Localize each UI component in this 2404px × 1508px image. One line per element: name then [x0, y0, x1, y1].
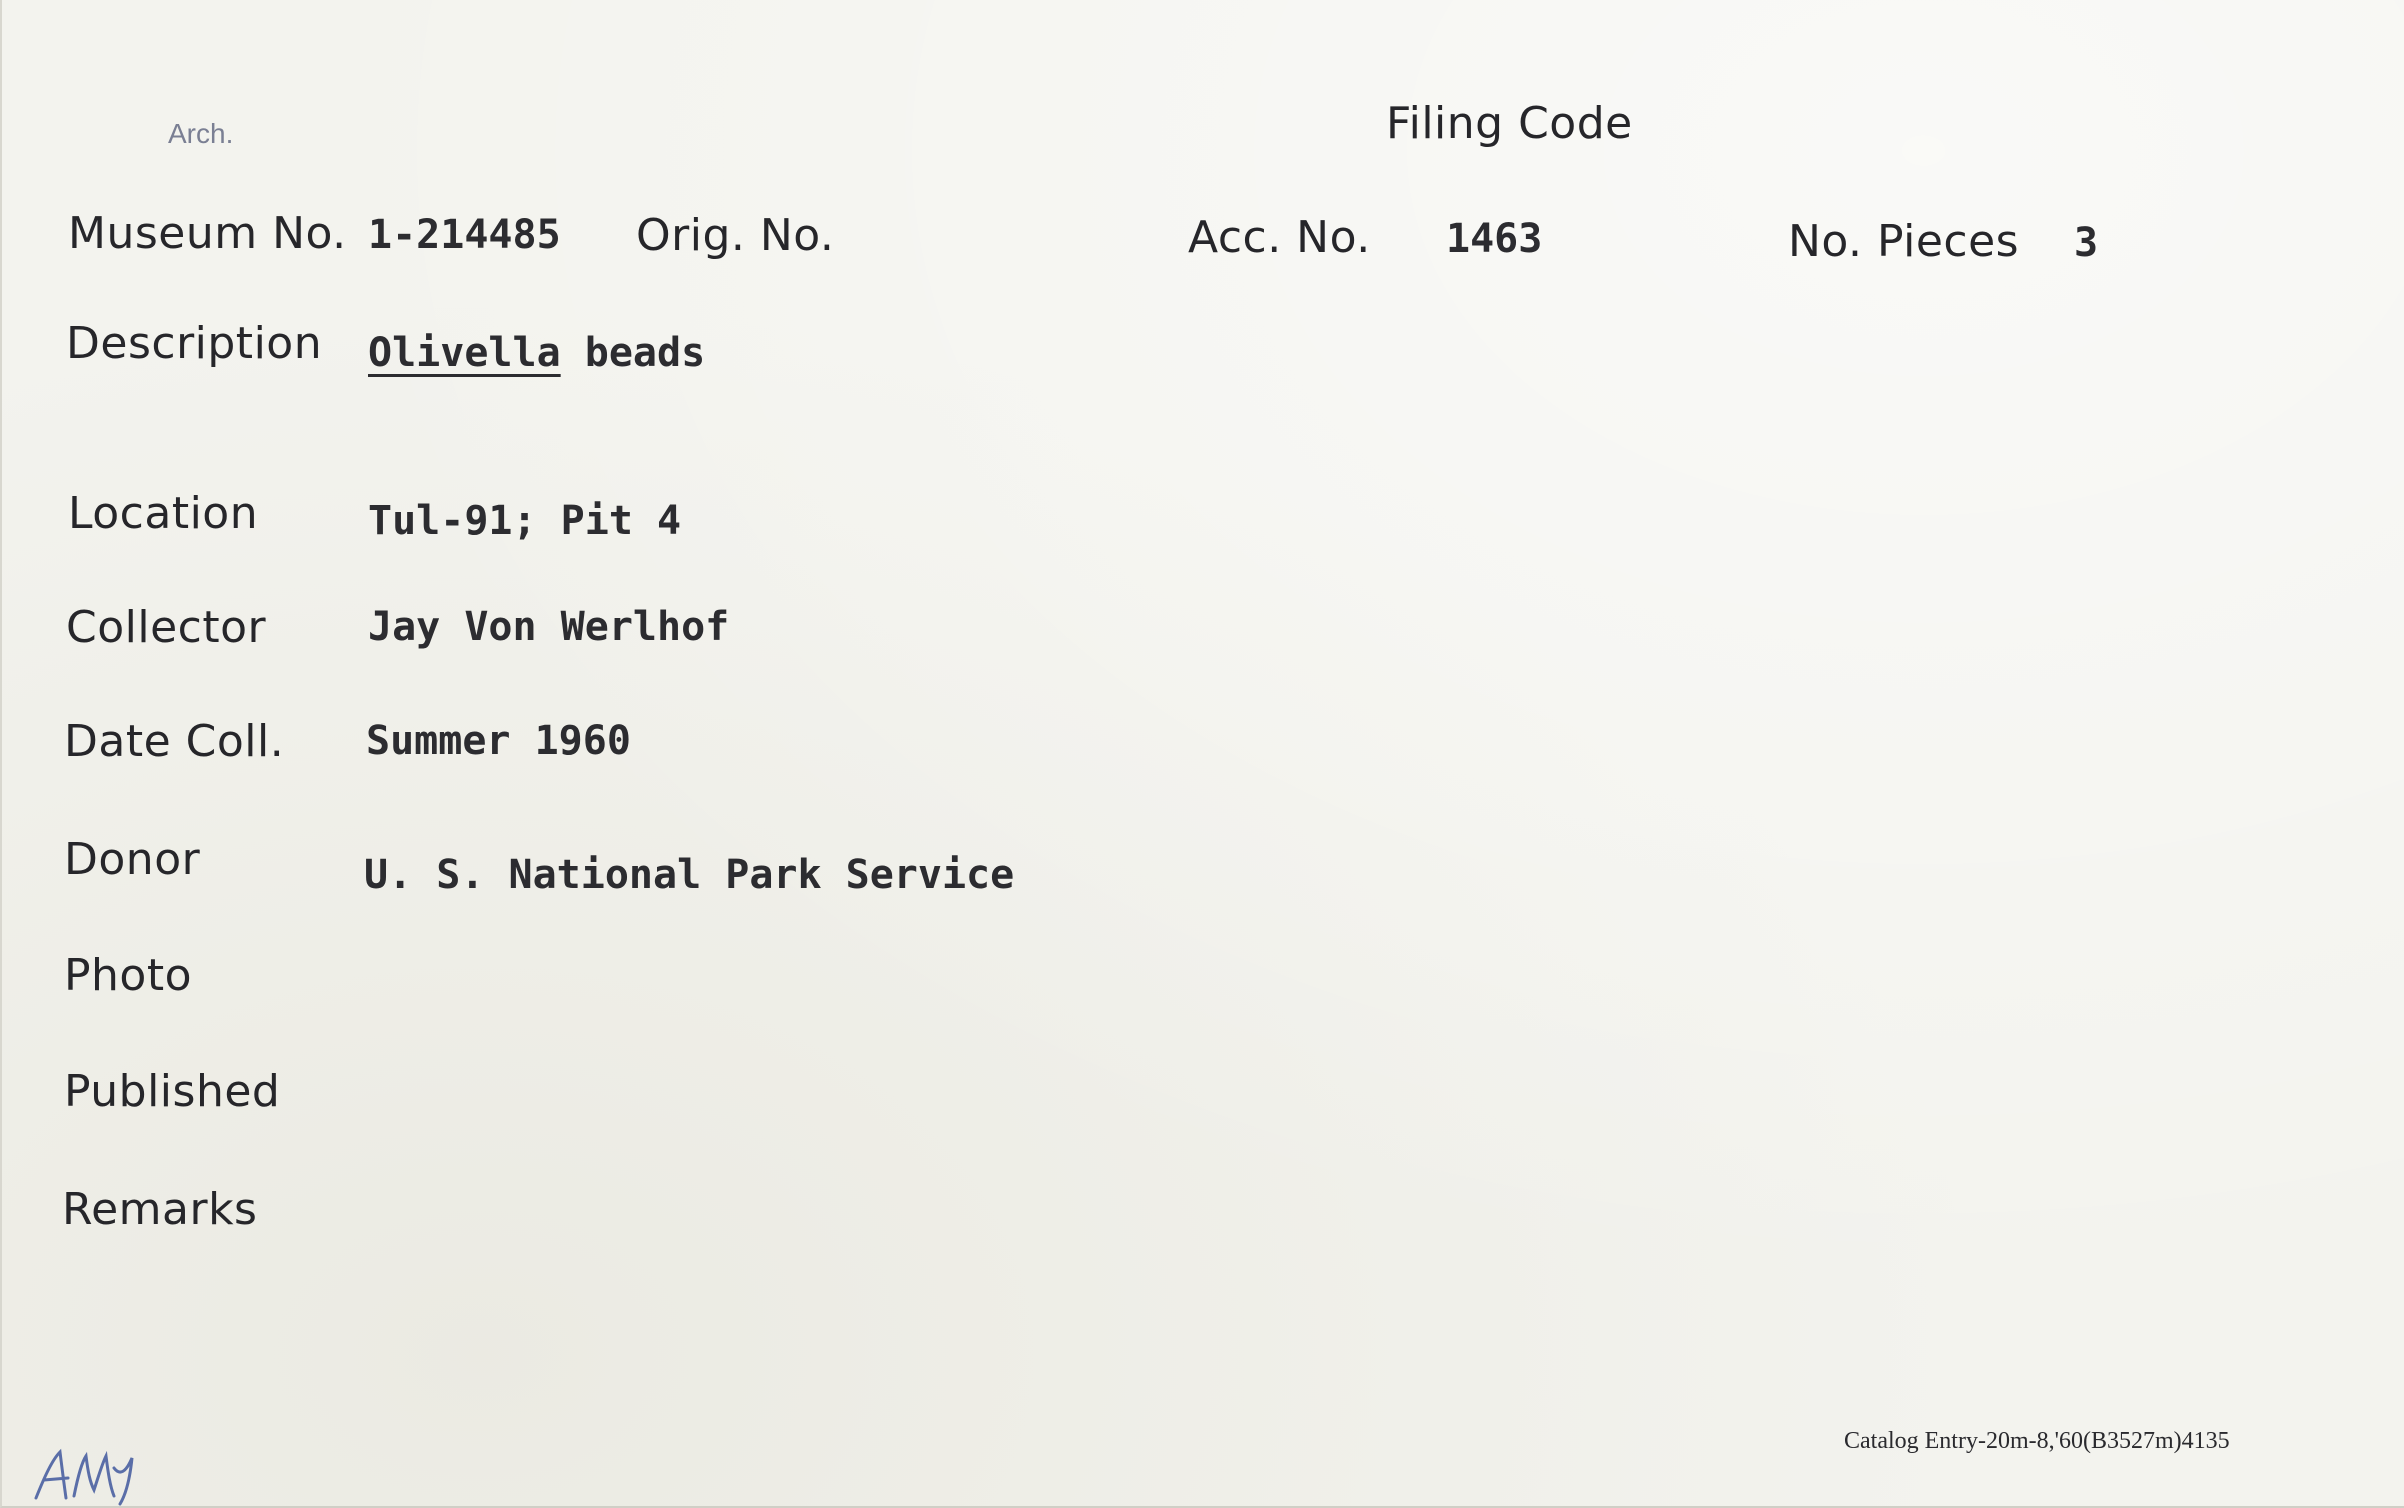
- photo-label: Photo: [64, 950, 193, 1001]
- collector-label: Collector: [66, 602, 267, 653]
- published-label: Published: [64, 1066, 281, 1117]
- location-label: Location: [68, 488, 259, 539]
- department-stamp: Arch.: [168, 118, 234, 149]
- orig-no-label: Orig. No.: [636, 210, 835, 261]
- remarks-label: Remarks: [62, 1184, 258, 1235]
- acc-no-value: 1463: [1446, 216, 1543, 262]
- donor-value: U. S. National Park Service: [364, 852, 1015, 898]
- no-pieces-value: 3: [2074, 220, 2099, 266]
- catalog-entry-footer: Catalog Entry-20m-8,'60(B3527m)4135: [1844, 1428, 2230, 1454]
- handwritten-initials: [30, 1438, 140, 1508]
- description-genus: Olivella: [368, 330, 561, 376]
- no-pieces-label: No. Pieces: [1788, 216, 2020, 267]
- filing-code-label: Filing Code: [1386, 98, 1633, 149]
- museum-no-label: Museum No.: [68, 208, 347, 259]
- location-value: Tul-91; Pit 4: [368, 498, 682, 544]
- acc-no-label: Acc. No.: [1188, 212, 1371, 263]
- date-coll-value: Summer 1960: [366, 718, 631, 764]
- date-coll-label: Date Coll.: [64, 716, 285, 767]
- description-label: Description: [66, 318, 323, 369]
- description-rest: beads: [584, 330, 706, 376]
- description-value: [368, 330, 705, 376]
- donor-label: Donor: [64, 834, 201, 885]
- museum-no-value: 1-214485: [368, 212, 561, 258]
- collector-value: Jay Von Werlhof: [368, 604, 730, 650]
